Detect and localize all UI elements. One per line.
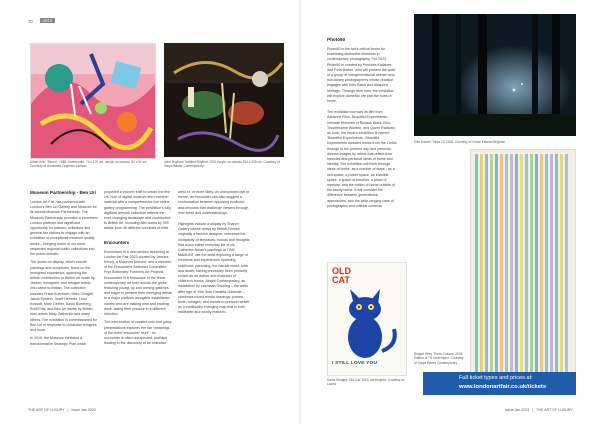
column-1 (30, 190, 98, 350)
artwork-bloom (30, 43, 156, 159)
footer-right-issue: Issue Jan 2023 (505, 408, 530, 412)
artwork-stripes (470, 149, 576, 378)
page-number-left: 70 (28, 19, 33, 24)
ad-url-link[interactable]: www.londonartfair.co.uk/tickets (459, 384, 547, 390)
heading-encounters: Encounters (104, 239, 130, 245)
section-tag: ARTS (40, 18, 55, 23)
ticket-ad-banner[interactable] (423, 372, 576, 395)
col3-para-top: artist or, or more likely, an unexpected dye or theme, an encounter can also suggest a confrontation between opposing positions and artworks that challenge viewers through new ideas and understandings. (178, 190, 250, 215)
artwork-hoyland (164, 43, 284, 157)
column-3 (178, 190, 250, 319)
ad-line-1: Full ticket types and prices at: (459, 375, 533, 381)
heading-photo50: Photo50 (327, 37, 346, 42)
caption-bloom: Albert Irvin, 'Bloom', 1988; Screenprint, 74 x 102 cm, acrylic on canvas, 81 x 61 cm. Courtesy of Advanced Graphics London (30, 160, 148, 169)
col2-para-top: propelled a pioneer shift to create the first UK 'hub' of digital museum and research material with a comprehensive live online gallery programming. The exhibition's fully digitized artwork collection reflects the ever-changing landscape and contribution to British Art, including 880 works by 390 artists from 48 different countries of birth. (104, 190, 171, 231)
page-spine (299, 0, 301, 424)
caption-old-cat: David Shrigley 'Old Cat' 2013, screenprint. Courtesy of Lazinc (327, 378, 405, 387)
forest-photo-image (414, 14, 576, 136)
stripes-painting-image (471, 150, 575, 377)
photo50-column (327, 37, 397, 212)
photo50-para-1: Photo50 is the fair's critical forum for examining distinctive elements in contemporary photography. For 2023, Photo50 is curated by Princess Kailabee and Fizla Barton, who will present the work of a group of intergenerational women and non-binary photographers whose practice engages with their Black and diaspora heritage. Through their lens, the exhibition will explore domestic life and the roles of home. (327, 47, 396, 104)
caption-stripes: Bridget Riley 'Three Colours' 2009 Edition of 75 Screenprint. Courtesy of Tanya Baxter Contemporary (414, 352, 464, 365)
caption-ellie-davies: Ellie Davies 'Trees 10' 2018. Courtesy of Crane Kalman Brighton (414, 140, 506, 144)
hoyland-painting-image (164, 43, 284, 157)
footer-left-issue: Issue Jan 2023 (71, 408, 96, 412)
footer-left: THE ART OF LUXURY | Issue Jan 2023 (28, 408, 96, 412)
photo50-para-2: The exhibition borrows its title from Adrienne Rich, Beautiful Experiments: Intimate Histories of Riotous Black Girls, Troublesome Women, and Queer Radicals, as such, the book's exhibition is named 'Beautiful Experiments'. Beautiful Experiments includes works from the 1940s through to the present day and presents diverse images by artists that reflect their histories and personal ideas of home and identity. The exhibition will think through ideas of home, as a number of ways - as a self-space, a power space, an invisible space, a space of emotion, a place of memory, and the notion of home outside of the family home. It will consider the difference between generational approaches, and the wide-ranging uses of photographic and cultural contexts. (327, 110, 397, 208)
footer-right-magazine: THE ART OF LUXURY (536, 408, 573, 412)
blue-cat-drawing (332, 285, 402, 361)
artwork-ellie-davies (414, 14, 576, 136)
caption-hoyland: John Hoyland 'Untitled Rhythm' 1976 Acrylic on canvas 254 x 228 cm. Courtesy of Tanya Baxter Contemporary (164, 160, 280, 169)
column-2 (104, 190, 172, 350)
footer-left-magazine: THE ART OF LUXURY (28, 408, 65, 412)
col2-para-2: The new section of curated solo and group presentations explores the fair 'meanings of the word 'encounter' itself - an encounter is often unexpected, perhaps leading to the discovery of an unknown (104, 320, 172, 346)
bloom-painting-image (31, 44, 155, 158)
col2-para-1: Encounters is a new section launching at London Art Fair 2023 curated by Jessica Kenny, a Museum Director, and a member of the Encounters Selection Committee. Fryn Bottomley, Formerly Art Projects, Encounters is a showcase of the finest contemporary art from across the globe featuring young, up and coming galleries and eager to present their emerging artists to a major platform alongside established names who are making new and exciting work, taking their practice in a different direction. (104, 249, 172, 317)
footer-right: Issue Jan 2023 | THE ART OF LUXURY (505, 408, 573, 412)
col1-para-2: The works on display, which include paintings and sculptures, focus on the immigrant experience, spanning the artists' contribution to British art made by Jewish, immigrant, and refugee artists who came to Britain. The collection includes Frank Auerbach, Marc Chagall, Jacob Epstein, Josef Herman, Leon Kossoff, Mark Gertler, David Bomberg, Rudi Fritz, and Ben Uri works by British born artists Mary Gatherick and many others. The exhibition is commissioned for Ben Uri in response to Ukrainian refugees and more. (30, 260, 98, 333)
col3-para-bottom: Highlights include a display by Sharon Gallery whose works by British-Finnish originally a fashion designer, reference the multiplicity of fireplaces, moods and thoughts that occur inside everyday life of us; Catherine Nolan's paintings at TINY MAMUNT use the artist exploring a range of emotions and experiences spanning childhood, parenting, the natural world, birth and death, having previously been primarily known as an author and illustrator of children's books. Alright Contemporary, an installation by Lazmaan Gautling – the artist after age of Yohi Suei Danielta Gibsonie – combines mixed media drawings, poems, texts, collages, and murals to present herself as a continually changing map that is both malleable and wholly featured. (178, 222, 250, 315)
cat-subtitle: I STILL LOVE YOU (332, 361, 378, 366)
heading-museum-partnership: Museum Partnership - Ben Uri (30, 190, 96, 195)
col1-para-3: In 2019, the Museum exhibited a transformative Strategic Plan which (30, 336, 87, 346)
artwork-old-cat (327, 262, 407, 376)
col1-para-1: London Art Fair has partnered with London's Ben Uri Gallery and Museum for its annual Museum Partnership. The Museum Partnership provides a prominent London platform and significant opportunity for patrons, collectors and general fair visitors to engage with an exhibition of exceptional museum quality works – bringing some of our most respected regional public collections into the public domain. (30, 200, 98, 257)
cat-title: OLD CAT (332, 266, 351, 285)
